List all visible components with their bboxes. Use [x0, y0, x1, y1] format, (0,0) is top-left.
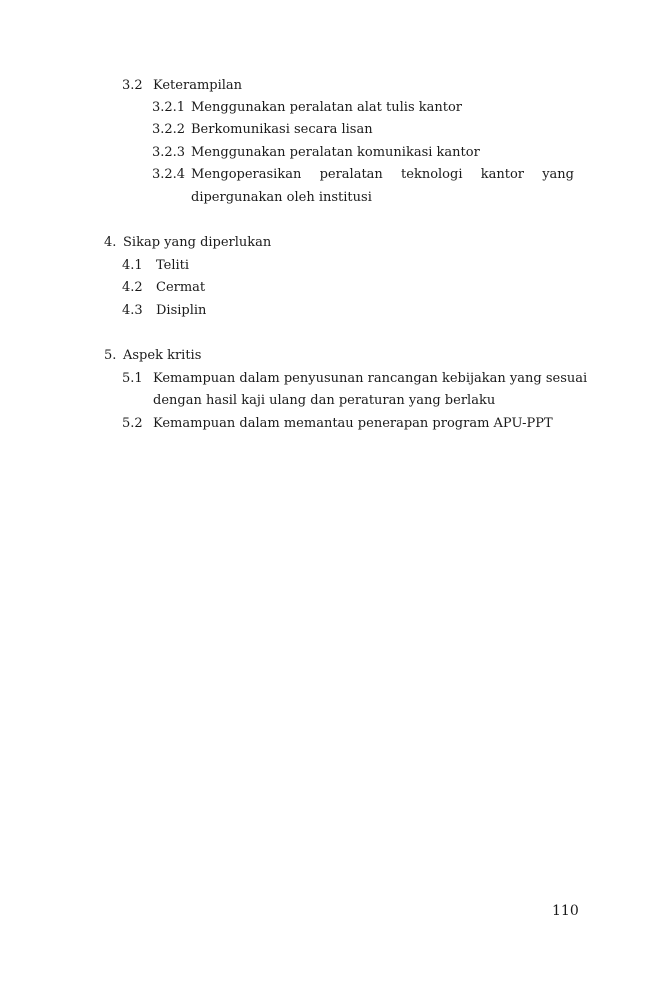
item-text: Kemampuan dalam penyusunan rancangan kebijakan yang sesuai [153, 371, 588, 386]
item-text: Berkomunikasi secara lisan [191, 122, 373, 137]
item-number: 4.1 [122, 258, 143, 273]
item-text-justified [191, 167, 574, 183]
item-number: 5.1 [122, 371, 143, 386]
item-text: Kemampuan dalam memantau penerapan program APU-PPT [153, 416, 553, 431]
item-text: Menggunakan peralatan alat tulis kantor [191, 100, 463, 115]
list-item-3-2-4-continuation: dipergunakan oleh institusi [191, 190, 372, 205]
list-item-5-1-continuation: dengan hasil kaji ulang dan peraturan yang berlaku [153, 393, 496, 408]
item-number: 3.2.1 [152, 100, 186, 115]
item-number: 3.2.2 [152, 122, 186, 137]
item-number: 4.2 [122, 280, 143, 295]
item-word: teknologi [401, 167, 463, 182]
list-item-3-2-4 [152, 167, 574, 183]
item-word: yang [542, 167, 574, 182]
item-number: 3.2.3 [152, 145, 186, 160]
item-word: kantor [480, 167, 524, 182]
section-number: 3.2 [122, 78, 143, 93]
item-text: Cermat [156, 280, 206, 295]
item-text: Teliti [156, 258, 190, 273]
section-number: 5. [104, 348, 117, 363]
item-text: Menggunakan peralatan komunikasi kantor [191, 145, 480, 160]
item-number: 5.2 [122, 416, 143, 431]
item-text: Disiplin [156, 303, 207, 318]
section-title: Keterampilan [153, 78, 243, 93]
section-title: Aspek kritis [123, 348, 202, 363]
item-number: 3.2.4 [152, 167, 186, 182]
page-number: 110 [552, 903, 579, 919]
item-number: 4.3 [122, 303, 143, 318]
section-number: 4. [104, 235, 117, 250]
section-title: Sikap yang diperlukan [123, 235, 272, 250]
item-word: peralatan [319, 167, 383, 182]
item-word: Mengoperasikan [191, 167, 302, 182]
